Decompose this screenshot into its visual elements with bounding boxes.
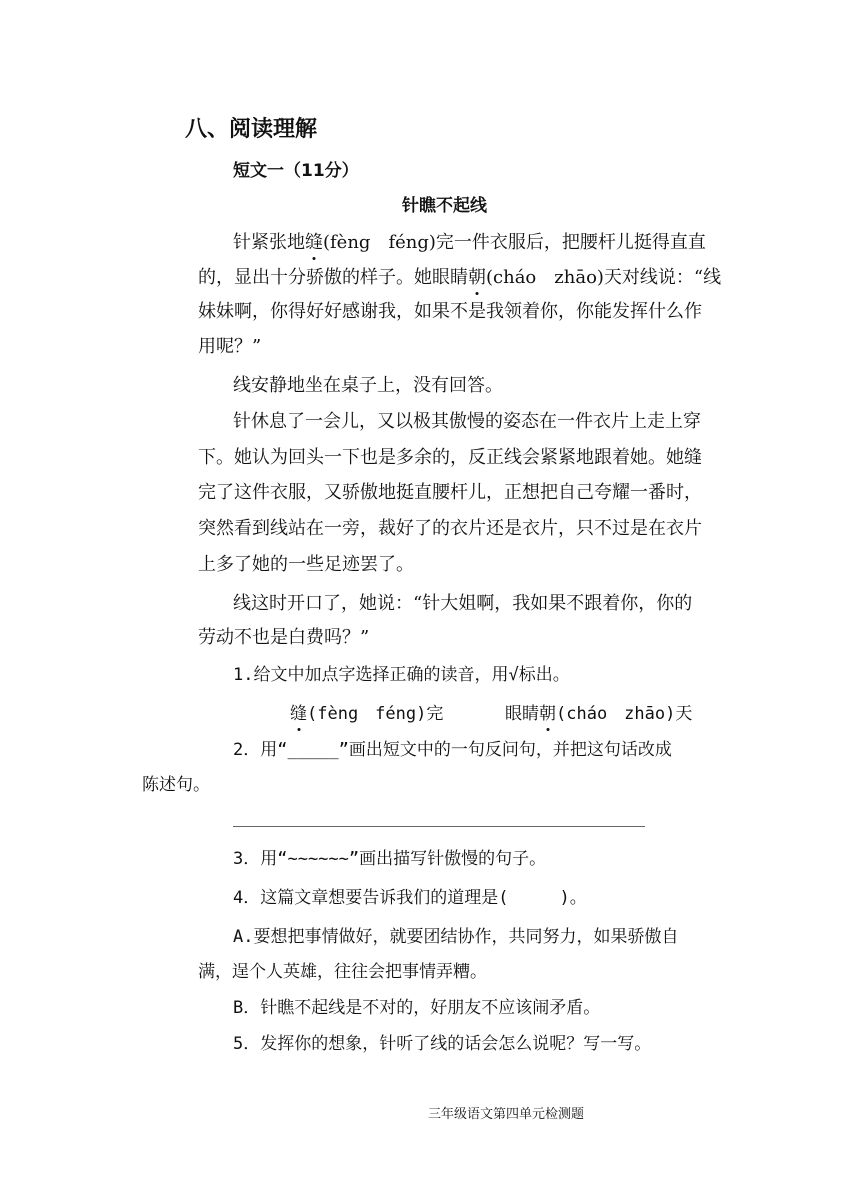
paragraph-line: 上多了她的一些足迹罢了。: [198, 554, 414, 575]
dotted-char: 缝: [290, 704, 307, 724]
paragraph-line: 线安静地坐在桌子上，没有回答。: [233, 375, 503, 396]
question-5: 5．发挥你的想象，针听了线的话会怎么说呢？写一写。: [233, 1034, 652, 1054]
paragraph-line: 的，显出十分骄傲的样子。她眼睛朝(cháo zhāo)天对线说：“线: [198, 267, 722, 288]
question-1: 1.给文中加点字选择正确的读音，用√标出。: [233, 665, 570, 685]
paragraph-line: 劳动不也是白费吗？”: [198, 627, 370, 648]
paragraph-line: 针休息了一会儿，又以极其傲慢的姿态在一件衣片上走上穿: [233, 411, 701, 432]
paragraph-line: 完了这件衣服，又骄傲地挺直腰杆儿，正想把自己夸耀一番时，: [198, 482, 702, 503]
paragraph-line: 用呢？”: [198, 336, 262, 357]
question-2-continued: 陈述句。: [142, 775, 210, 795]
question-4: 4．这篇文章想要告诉我们的道理是( )。: [233, 888, 587, 908]
paragraph-line: 妹妹啊，你得好好感谢我，如果不是我领着你，你能发挥什么作: [198, 301, 702, 322]
article-title: 针瞧不起线: [402, 196, 487, 216]
passage-title: 短文一（11分）: [233, 161, 359, 181]
paragraph-line: 突然看到线站在一旁，裁好了的衣片还是衣片，只不过是在衣片: [198, 518, 702, 539]
paragraph-line: 下。她认为回头一下也是多余的，反正线会紧紧地跟着她。她缝: [198, 447, 702, 468]
answer-line[interactable]: [233, 826, 645, 827]
question-4-option-a-continued: 满，逞个人英雄，往往会把事情弄糟。: [198, 962, 487, 982]
question-4-option-b: B．针瞧不起线是不对的，好朋友不应该闹矛盾。: [233, 998, 601, 1018]
question-1-option-b: 眼睛朝(cháo zhāo)天: [505, 704, 693, 724]
page-footer: 三年级语文第四单元检测题: [428, 1107, 585, 1122]
dotted-char: 缝: [305, 232, 323, 253]
question-3: 3．用“~~~~~~”画出描写针傲慢的句子。: [233, 849, 547, 869]
section-title: 八、阅读理解: [185, 117, 318, 142]
question-1-option-a: 缝(fèng féng)完: [290, 704, 444, 724]
dotted-char: 朝: [539, 704, 556, 724]
dotted-char: 朝: [468, 267, 486, 288]
question-2: 2．用“_____”画出短文中的一句反问句，并把这句话改成: [233, 740, 672, 760]
question-4-option-a: A.要想把事情做好，就要团结协作，共同努力，如果骄傲自: [233, 927, 679, 947]
paragraph-line: 针紧张地缝(fèng féng)完一件衣服后，把腰杆儿挺得直直: [233, 232, 706, 253]
paragraph-line: 线这时开口了，她说：“针大姐啊，我如果不跟着你，你的: [233, 593, 693, 614]
